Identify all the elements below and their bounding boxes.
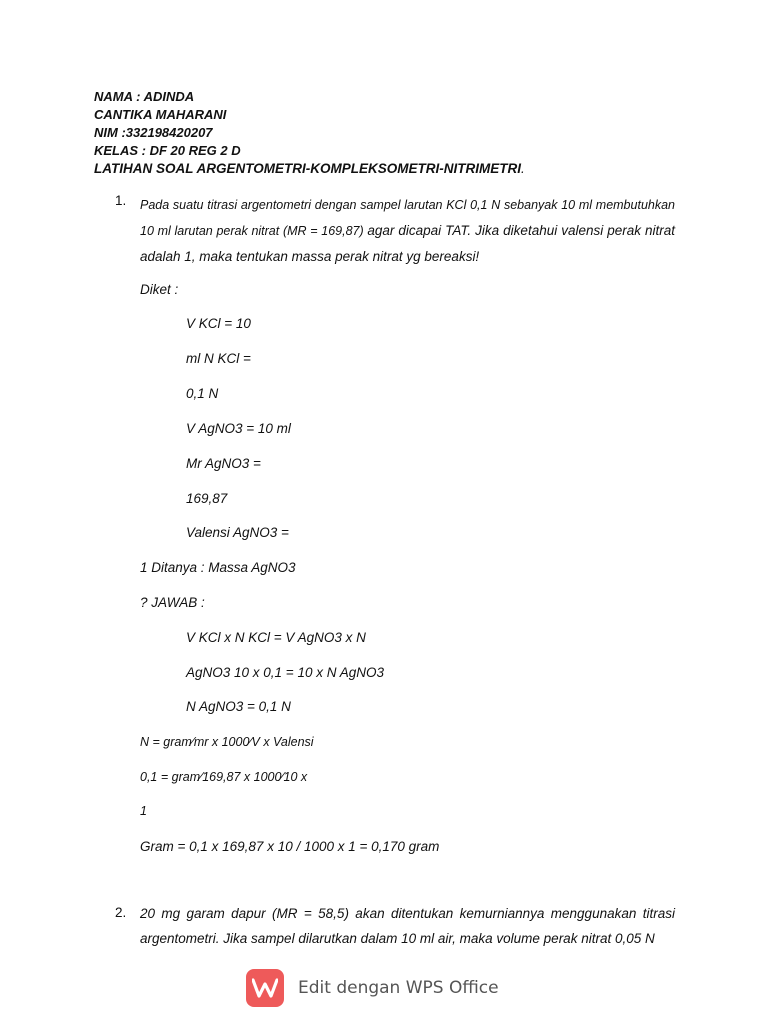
wps-logo-icon — [246, 969, 284, 1007]
question-text — [140, 193, 675, 270]
student-nim: NIM :332198420207 — [94, 125, 213, 140]
document-title-suffix: . — [520, 161, 525, 176]
given-n-value: 0,1 N — [186, 386, 219, 401]
formula-line: N = gram⁄mr x 1000⁄V x Valensi — [140, 735, 314, 749]
document-title-text: LATIHAN SOAL ARGENTOMETRI-KOMPLEKSOMETRI-NITRIMETRI — [94, 161, 521, 176]
student-name: NAMA : ADINDA — [94, 89, 195, 104]
equation-3: N AgNO3 = 0,1 N — [186, 699, 291, 714]
question-text: 20 mg garam dapur (MR = 58,5) akan ditentukan kemurniannya menggunakan titrasi argentometri. Jika sampel dilarutkan dalam 10 ml air, maka volume perak nitrat 0,05 N — [140, 906, 675, 946]
wps-edit-label[interactable]: Edit dengan WPS Office — [298, 978, 499, 998]
question-text-part1: Pada suatu titrasi argentometri dengan sampel larutan KCl 0,1 N sebanyak 10 ml membutuhkan 10 ml larutan perak nitrat (MR = 169,87) — [140, 198, 675, 238]
student-name-continued: CANTIKA MAHARANI — [94, 107, 227, 122]
substitution-line-continued: 1 — [140, 804, 147, 818]
equation-1: V KCl x N KCl = V AgNO3 x N — [186, 630, 366, 645]
given-mr-agno3: Mr AgNO3 = — [186, 456, 261, 471]
equation-2: AgNO3 10 x 0,1 = 10 x N AgNO3 — [186, 665, 384, 680]
question-number: 1. — [115, 193, 127, 208]
given-v-kcl: V KCl = 10 — [186, 316, 251, 331]
given-mr-value: 169,87 — [186, 491, 228, 506]
student-header — [94, 88, 525, 178]
jawab-label: ? JAWAB : — [140, 595, 205, 610]
diket-label: Diket : — [140, 282, 179, 297]
given-valensi: Valensi AgNO3 = — [186, 525, 289, 540]
substitution-line: 0,1 = gram⁄169,87 x 1000⁄10 x — [140, 770, 308, 784]
question-number: 2. — [115, 905, 127, 920]
given-v-agno3: V AgNO3 = 10 ml — [186, 421, 291, 436]
result-line: Gram = 0,1 x 169,87 x 10 / 1000 x 1 = 0,170 gram — [140, 839, 440, 854]
ditanya-line: 1 Ditanya : Massa AgNO3 — [140, 560, 296, 575]
question-text-part2: agar dicapai TAT. Jika diketahui valensi perak nitrat adalah 1, maka tentukan massa perak nitrat yg bereaksi! — [140, 223, 675, 264]
student-class: KELAS : DF 20 REG 2 D — [94, 143, 241, 158]
wps-edit-banner[interactable] — [246, 969, 499, 1007]
document-title — [94, 160, 525, 178]
given-ml-n-kcl: ml N KCl = — [186, 351, 251, 366]
